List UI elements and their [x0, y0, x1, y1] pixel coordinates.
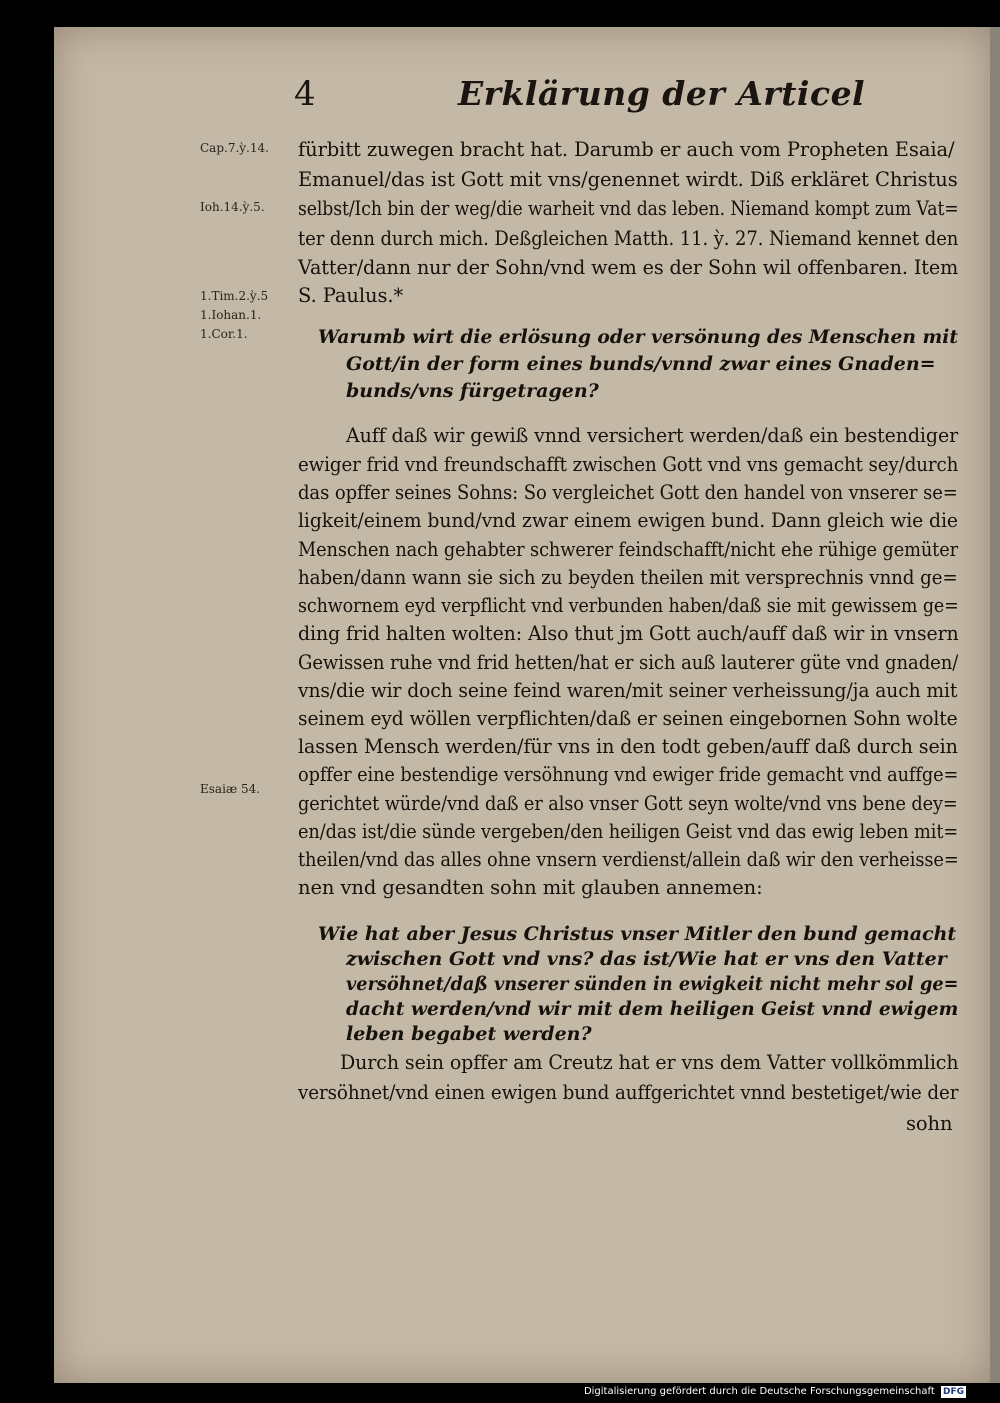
- text-line: en/das ist/die sünde vergeben/den heiligen Geist vnd das ewig leben mit=: [298, 820, 959, 843]
- text-line: Durch sein opffer am Creutz hat er vns dem Vatter vollkömmlich: [340, 1051, 959, 1074]
- text-line: S. Paulus.*: [298, 284, 404, 307]
- text-line: Vatter/dann nur der Sohn/vnd wem es der Sohn wil offenbaren. Item: [298, 256, 959, 279]
- text-line: opffer eine bestendige versöhnung vnd ewiger fride gemacht vnd auffge=: [298, 763, 959, 786]
- text-line: Emanuel/das ist Gott mit vns/genennet wirdt. Diß erkläret Christus: [298, 168, 958, 191]
- text-line: versöhnet/vnd einen ewigen bund auffgerichtet vnnd bestetiget/wie der: [298, 1081, 959, 1104]
- text-line: ding frid halten wolten: Also thut jm Gott auch/auff daß wir in vnsern: [298, 622, 959, 645]
- text-line: ter denn durch mich. Deßgleichen Matth. 11. ỳ. 27. Niemand kennet den: [298, 227, 959, 250]
- text-line: theilen/vnd das alles ohne vnsern verdienst/allein daß wir den verheisse=: [298, 848, 959, 871]
- footer-credit: [584, 1386, 966, 1398]
- page-header: [0, 74, 1000, 134]
- text-line: Gewissen ruhe vnd frid hetten/hat er sich auß lauterer güte vnd gnaden/: [298, 651, 959, 674]
- text-line: schwornem eyd verpflicht vnd verbunden haben/daß sie mit gewissem ge=: [298, 594, 959, 617]
- text-line: Menschen nach gehabter schwerer feindschafft/nicht ehe rühige gemüter: [298, 538, 959, 561]
- scan-edge: [990, 27, 1000, 1383]
- text-line: das opffer seines Sohns: So vergleichet Gott den handel von vnserer se=: [298, 481, 958, 504]
- text-line: vns/die wir doch seine feind waren/mit seiner verheissung/ja auch mit: [298, 679, 958, 702]
- text-line: haben/dann wann sie sich zu beyden theilen mit versprechnis vnnd ge=: [298, 566, 958, 589]
- text-line: seinem eyd wöllen verpflichten/daß er seinen eingebornen Sohn wolte: [298, 707, 958, 730]
- catchword: sohn: [906, 1112, 953, 1135]
- question-line: versöhnet/daß vnserer sünden in ewigkeit nicht mehr sol ge=: [346, 973, 959, 995]
- text-line: fürbitt zuwegen bracht hat. Darumb er auch vom Propheten Esaia/: [298, 138, 955, 161]
- marginal-note: 1.Iohan.1.: [200, 308, 262, 322]
- marginal-note: 1.Tim.2.ỳ.5: [200, 289, 269, 303]
- question-line: leben begabet werden?: [346, 1023, 592, 1045]
- question-line: Gott/in der form eines bunds/vnnd zwar eines Gnaden=: [346, 353, 936, 375]
- text-line: lassen Mensch werden/für vns in den todt geben/auff daß durch sein: [298, 735, 958, 758]
- question-line: dacht werden/vnd wir mit dem heiligen Geist vnnd ewigem: [346, 998, 959, 1020]
- text-line: ewiger frid vnd freundschafft zwischen Gott vnd vns gemacht sey/durch: [298, 453, 959, 476]
- marginal-note: Ioh.14.ỳ.5.: [200, 200, 265, 214]
- marginal-note: 1.Cor.1.: [200, 327, 248, 341]
- text-line: selbst/Ich bin der weg/die warheit vnd das leben. Niemand kompt zum Vat=: [298, 197, 959, 220]
- page-number: 4: [294, 74, 316, 114]
- question-line: Warumb wirt die erlösung oder versönung des Menschen mit: [318, 326, 958, 348]
- question-line: bunds/vns fürgetragen?: [346, 380, 599, 402]
- marginal-note: Cap.7.ỳ.14.: [200, 141, 269, 155]
- marginal-note: Esaiæ 54.: [200, 782, 261, 796]
- text-line: Auff daß wir gewiß vnnd versichert werden/daß ein bestendiger: [346, 424, 959, 447]
- question-line: zwischen Gott vnd vns? das ist/Wie hat er vns den Vatter: [346, 948, 947, 970]
- text-line: ligkeit/einem bund/vnd zwar einem ewigen bund. Dann gleich wie die: [298, 509, 958, 532]
- text-line: nen vnd gesandten sohn mit glauben annemen:: [298, 876, 763, 899]
- question-line: Wie hat aber Jesus Christus vnser Mitler den bund gemacht: [318, 923, 957, 945]
- dfg-logo: DFG: [942, 1387, 964, 1397]
- footer-text: Digitalisierung gefördert durch die Deutsche Forschungsgemeinschaft: [583, 1386, 935, 1397]
- text-line: gerichtet würde/vnd daß er also vnser Gott seyn wolte/vnd vns bene dey=: [298, 792, 958, 815]
- running-head: Erklärung der Articel: [458, 74, 866, 113]
